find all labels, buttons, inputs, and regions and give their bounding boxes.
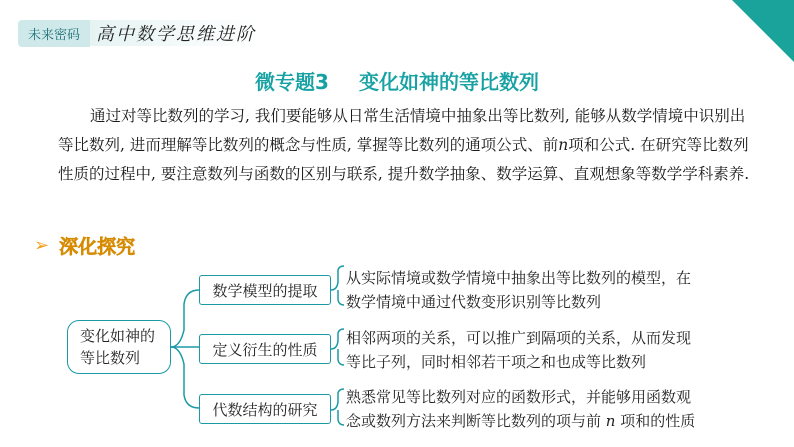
arrow-icon: ➢ (34, 235, 50, 256)
intro-line-2: 情境中识别出等比数列, 进而理解等比数列的概念与性质, 掌握等比数列的通项公式、 (58, 107, 746, 154)
desc-text: 项和的性质 (615, 412, 696, 430)
brand-text: 高中数学思维进阶 (90, 20, 262, 46)
root-line-2: 等比数列 (80, 349, 141, 367)
desc-var-n: n (605, 412, 616, 430)
title-topic-number: 微专题3 (255, 70, 329, 94)
branch-derived-properties (199, 334, 331, 364)
brand-badge: 未来密码 (18, 20, 90, 47)
branch-desc-2 (346, 326, 742, 374)
branch-model-extraction (199, 275, 331, 305)
branch-desc-3 (346, 385, 742, 433)
connector-branch-1-desc (331, 266, 344, 305)
root-line-1: 变化如神的 (80, 327, 156, 345)
intro-line-4: 学抽象、数学运算、直观想象等数学学科素养. (434, 165, 750, 183)
branch-label: 数学模型的提取 (212, 281, 318, 300)
connector-root-branch-3 (171, 347, 199, 408)
connector-branch-3-desc (331, 389, 344, 425)
intro-var-n: n (558, 136, 569, 154)
branch-desc-1 (346, 266, 742, 314)
branch-label: 代数结构的研究 (212, 400, 318, 419)
connector-branch-2-desc (331, 329, 344, 365)
branch-label: 定义衍生的性质 (212, 340, 318, 359)
intro-line-3-pre: 前 (542, 136, 559, 154)
desc-text: 念或数列方法来判断等比数列的项与前 (346, 412, 606, 430)
title-topic-name: 变化如神的等比数列 (358, 70, 539, 94)
branch-algebraic-structure (199, 394, 331, 424)
section-label: 深化探究 (59, 236, 136, 258)
desc-line: 相邻两项的关系，可以推广到隔项的关系，从而发现 (346, 329, 692, 347)
intro-line-3-post: 项和公式. 在研究等比数列性质的过程中, 要注意数列与函数的区别与联系, 提升数 (58, 136, 749, 183)
intro-line-1: 通过对等比数列的学习, 我们要能够从日常生活情境中抽象出等比数列, 能够从数学 (90, 107, 653, 125)
tree-root (67, 320, 171, 374)
desc-line: 等比子列，同时相邻若干项之和也成等比数列 (346, 353, 647, 371)
desc-line-2 (346, 409, 742, 433)
connector-root-branch-1 (171, 290, 199, 347)
desc-line: 从实际情境或数学情境中抽象出等比数列的模型，在 (346, 269, 692, 287)
desc-line: 熟悉常见等比数列对应的函数形式，并能够用函数观 (346, 388, 692, 406)
desc-line: 数学情境中通过代数变形识别等比数列 (346, 293, 602, 311)
